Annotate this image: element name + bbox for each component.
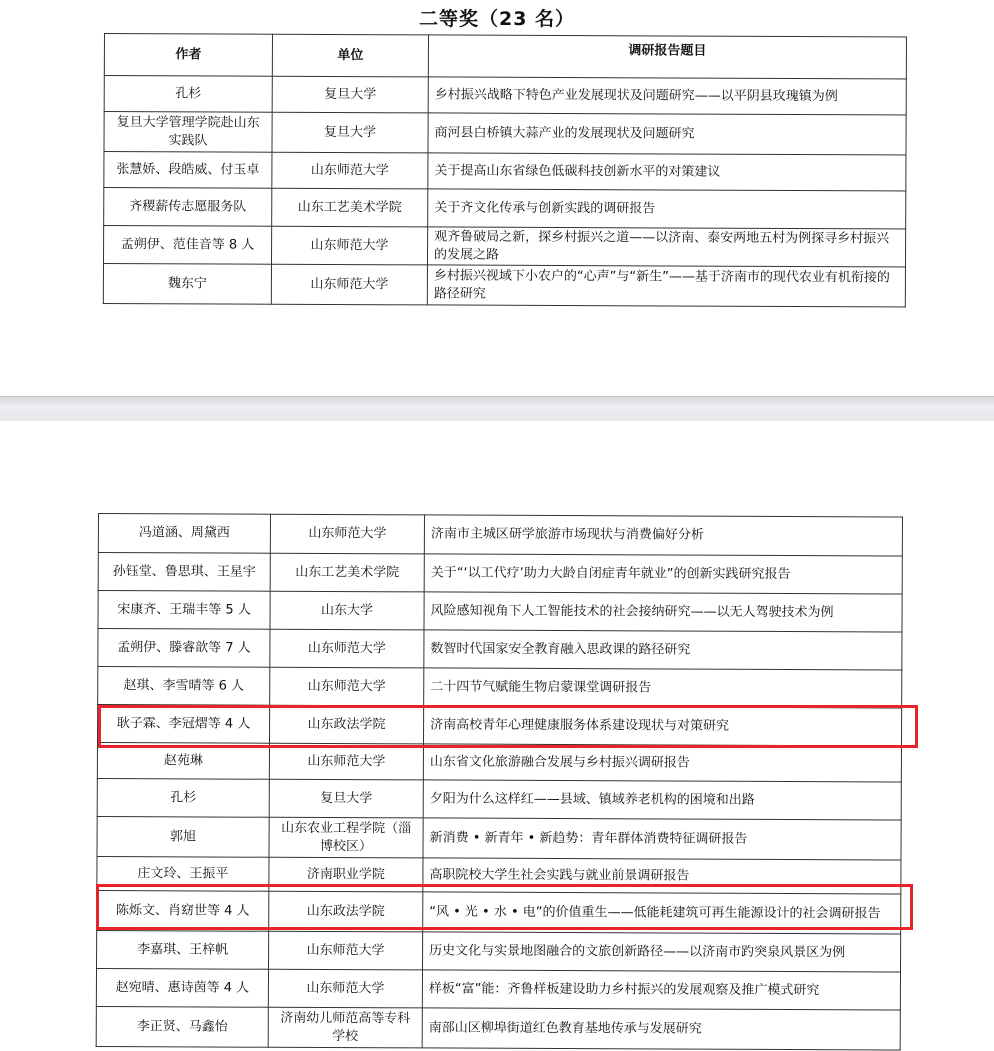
table-row	[103, 226, 905, 267]
award-table-top	[103, 33, 907, 308]
cell-title: 南部山区柳埠街道红色教育基地传承与发展研究	[422, 1008, 900, 1050]
table-row	[96, 1006, 900, 1050]
cell-author: 孟朔伊、滕睿歆等 7 人	[98, 629, 270, 668]
table-row	[98, 514, 902, 557]
cell-unit: 山东政法学院	[269, 705, 423, 744]
cell-author: 孔杉	[104, 76, 272, 113]
cell-unit: 山东师范大学	[270, 667, 424, 706]
cell-title: 济南市主城区研学旅游市场现状与消费偏好分析	[424, 515, 902, 556]
cell-author: 赵苑琳	[97, 743, 269, 780]
table-row	[96, 968, 900, 1010]
table-row	[98, 591, 902, 633]
cell-unit: 济南职业学院	[269, 857, 423, 892]
cell-author: 赵宛晴、惠诗茵等 4 人	[96, 968, 268, 1007]
table-row	[97, 743, 901, 783]
cell-title: 高职院校大学生社会实践与就业前景调研报告	[423, 858, 901, 894]
cell-author: 齐稷薪传志愿服务队	[104, 188, 272, 227]
cell-title: 历史文化与实景地图融合的文旅创新路径——以济南市趵突泉风景区为例	[423, 932, 901, 972]
cell-title: 关于齐文化传承与创新实践的调研报告	[428, 189, 906, 229]
cell-author: 耿子霖、李冠熠等 4 人	[97, 705, 269, 744]
cell-unit: 山东师范大学	[268, 969, 422, 1008]
page-separator	[0, 396, 994, 422]
cell-title: 二十四节气赋能生物启蒙课堂调研报告	[424, 668, 902, 708]
cell-unit: 山东政法学院	[269, 891, 423, 932]
header-author: 作者	[104, 34, 272, 77]
cell-author: 孙钰堂、鲁思琪、王星宇	[98, 553, 270, 592]
cell-title: 商河县白桥镇大蒜产业的发展现状及问题研究	[428, 113, 906, 155]
cell-unit: 山东师范大学	[271, 264, 427, 305]
header-unit: 单位	[272, 34, 428, 77]
cell-unit: 山东师范大学	[270, 514, 424, 554]
award-table-bottom	[96, 513, 903, 1051]
table-row	[97, 930, 901, 972]
table-row	[97, 890, 901, 934]
cell-unit: 济南幼儿师范高等专科学校	[268, 1007, 422, 1048]
table-row	[104, 188, 906, 229]
cell-unit: 山东师范大学	[271, 226, 427, 265]
cell-author: 宋康齐、王瑞丰等 5 人	[98, 591, 270, 630]
cell-author: 魏东宁	[103, 264, 271, 305]
header-report-title: 调研报告题目	[428, 29, 906, 73]
cell-title: 关于“‘以工代疗’助力大龄自闭症青年就业”的创新实践研究报告	[424, 554, 902, 594]
cell-unit: 复旦大学	[272, 112, 428, 153]
table-row	[104, 112, 906, 155]
table-row	[104, 76, 906, 115]
cell-title: 新消费 • 新青年 • 新趋势：青年群体消费特征调研报告	[423, 818, 901, 860]
table-row	[97, 816, 901, 860]
cell-unit: 山东师范大学	[270, 629, 424, 668]
cell-unit: 山东农业工程学院（淄博校区）	[269, 817, 423, 858]
cell-title: 样板“富”能：齐鲁样板建设助力乡村振兴的发展观察及推广模式研究	[422, 970, 900, 1010]
cell-title: 乡村振兴视域下小农户的“心声”与“新生”——基于济南市的现代农业有机衔接的路径研究	[427, 265, 905, 307]
table-row	[97, 778, 901, 820]
cell-unit: 山东大学	[270, 591, 424, 630]
document-page-top	[0, 0, 994, 396]
cell-title: 关于提高山东省绿色低碳科技创新水平的对策建议	[428, 153, 906, 191]
cell-author: 复旦大学管理学院赴山东实践队	[104, 112, 272, 153]
cell-title: 观齐鲁破局之新，探乡村振兴之道——以济南、泰安两地五村为例探寻乡村振兴的发展之路	[427, 227, 905, 267]
cell-title: “风 • 光 • 水 • 电”的价值重生——低能耗建筑可再生能源设计的社会调研报告	[423, 892, 901, 934]
cell-title: 数智时代国家安全教育融入思政课的路径研究	[424, 630, 902, 670]
cell-title: 山东省文化旅游融合发展与乡村振兴调研报告	[423, 744, 901, 782]
cell-title: 乡村振兴战略下特色产业发展现状及问题研究——以平阴县玫瑰镇为例	[428, 77, 906, 115]
table-row	[98, 667, 902, 709]
cell-author: 赵琪、李雪晴等 6 人	[98, 667, 270, 706]
cell-unit: 山东师范大学	[269, 931, 423, 970]
cell-author: 冯道涵、周黛西	[98, 514, 270, 554]
cell-title: 风险感知视角下人工智能技术的社会接纳研究——以无人驾驶技术为例	[424, 592, 902, 632]
cell-author: 李嘉琪、王梓帆	[97, 930, 269, 969]
cell-title: 济南高校青年心理健康服务体系建设现状与对策研究	[423, 706, 901, 746]
cell-unit: 山东师范大学	[269, 743, 423, 780]
cell-unit: 复旦大学	[272, 76, 428, 113]
cell-unit: 复旦大学	[269, 779, 423, 818]
cell-author: 孟朔伊、范佳音等 8 人	[103, 226, 271, 265]
cell-author: 张慧娇、段皓威、付玉卓	[104, 152, 272, 189]
cell-title: 夕阳为什么这样红——县域、镇域养老机构的困境和出路	[423, 780, 901, 820]
cell-unit: 山东师范大学	[272, 152, 428, 189]
cell-author: 李正贤、马鑫怡	[96, 1006, 268, 1047]
table-row	[97, 705, 901, 747]
cell-author: 庄文玲、王振平	[97, 856, 269, 891]
table-row	[98, 553, 902, 595]
page-title: 二等奖（23 名）	[418, 8, 576, 30]
table-header-row	[104, 34, 906, 79]
table-row	[103, 264, 905, 307]
table-row	[104, 152, 906, 191]
cell-unit: 山东工艺美术学院	[272, 188, 428, 227]
table-row	[97, 856, 901, 894]
cell-author: 孔杉	[97, 778, 269, 817]
cell-author: 陈烁文、肖窈世等 4 人	[97, 890, 269, 931]
table-row	[98, 629, 902, 671]
cell-author: 郭旭	[97, 816, 269, 857]
cell-unit: 山东工艺美术学院	[270, 553, 424, 592]
